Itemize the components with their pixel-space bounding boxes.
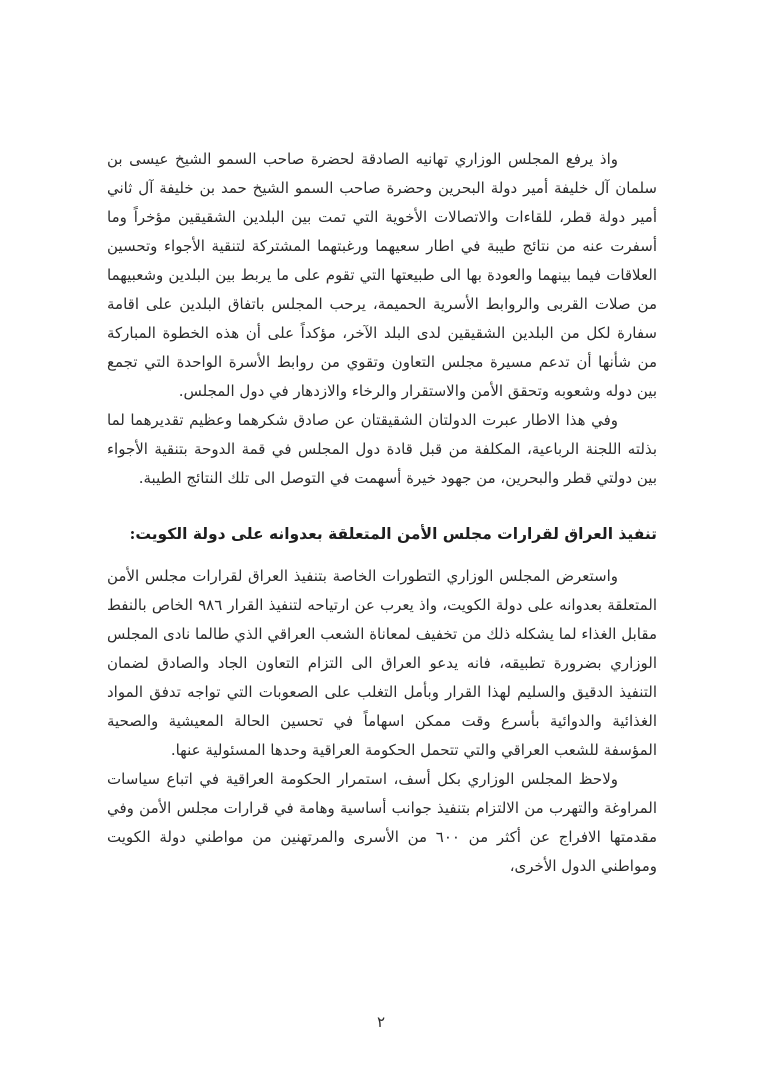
paragraph-resolution-986: واستعرض المجلس الوزاري التطورات الخاصة بتنفيذ العراق لقرارات مجلس الأمن المتعلقة بعدوانه على دولة الكويت، واذ يعرب عن ارتياحه لتنفيذ القرار ٩٨٦ الخاص بالنفط مقابل الغذاء لما يشكله ذلك من تخفيف لمعاناة الشعب العراقي الذي طالما نادى المجلس الوزاري بضرورة تطبيقه، فانه يدعو العراق الى التزام التعاون الجاد والصادق لضمان التنفيذ الدقيق والسليم لهذا القرار وبأمل التغلب على الصعوبات التي تواجه تدفق المواد الغذائية والدوائية بأسرع وقت ممكن اسهاماً في تحسين الحالة المعيشية والصحية المؤسفة للشعب العراقي والتي تتحمل الحكومة العراقية وحدها المسئولية عنها. <box>107 567 657 759</box>
paragraph-quadripartite-committee: وفي هذا الاطار عبرت الدولتان الشقيقتان عن صادق شكرهما وعظيم تقديرهما لما بذلته اللجنة الرباعية، المكلفة من قبل قادة دول المجلس في قمة الدوحة بتنقية الأجواء بين دولتي قطر والبحرين، من جهود خيرة أسهمت في التوصل الى تلك النتائج الطيبة. <box>107 411 657 487</box>
section-heading: تنفيذ العراق لقرارات مجلس الأمن المتعلقة بعدوانه على دولة الكويت: <box>129 524 657 543</box>
page-number: ٢ <box>376 1013 386 1031</box>
paragraph-greetings: واذ يرفع المجلس الوزاري تهانيه الصادقة لحضرة صاحب السمو الشيخ عيسى بن سلمان آل خليفة أمير دولة البحرين وحضرة صاحب السمو الشيخ حمد بن خليفة آل ثاني أمير دولة قطر، للقاءات والاتصالات الأخوية التي تمت بين البلدين الشقيقين مؤخراً وما أسفرت عنه من نتائج طيبة في اطار سعيهما ورغبتهما المشتركة لتنقية الأجواء وتحسين العلاقات فيما بينهما والعودة بها الى طبيعتها التي تقوم على ما يربط بين البلدين وشعبيهما من صلات القربى والروابط الأسرية الحميمة، يرحب المجلس باتفاق البلدين على اقامة سفارة لكل من البلدين الشقيقين لدى البلد الآخر، مؤكداً على أن هذه الخطوة المباركة من شأنها أن تدعم مسيرة مجلس التعاون وتقوي من روابط الأسرة الواحدة التي تجمع بين دوله وشعوبه وتحقق الأمن والاستقرار والرخاء والازدهار في دول المجلس. <box>107 150 657 400</box>
document-body <box>107 145 657 881</box>
paragraph-iraq-evasion: ولاحظ المجلس الوزاري بكل أسف، استمرار الحكومة العراقية في اتباع سياسات المراوغة والتهرب من الالتزام بتنفيذ جوانب أساسية وهامة في قرارات مجلس الأمن وفي مقدمتها الافراج عن أكثر من ٦٠٠ من الأسرى والمرتهنين من مواطني دولة الكويت ومواطني الدول الأخرى، <box>107 770 657 875</box>
